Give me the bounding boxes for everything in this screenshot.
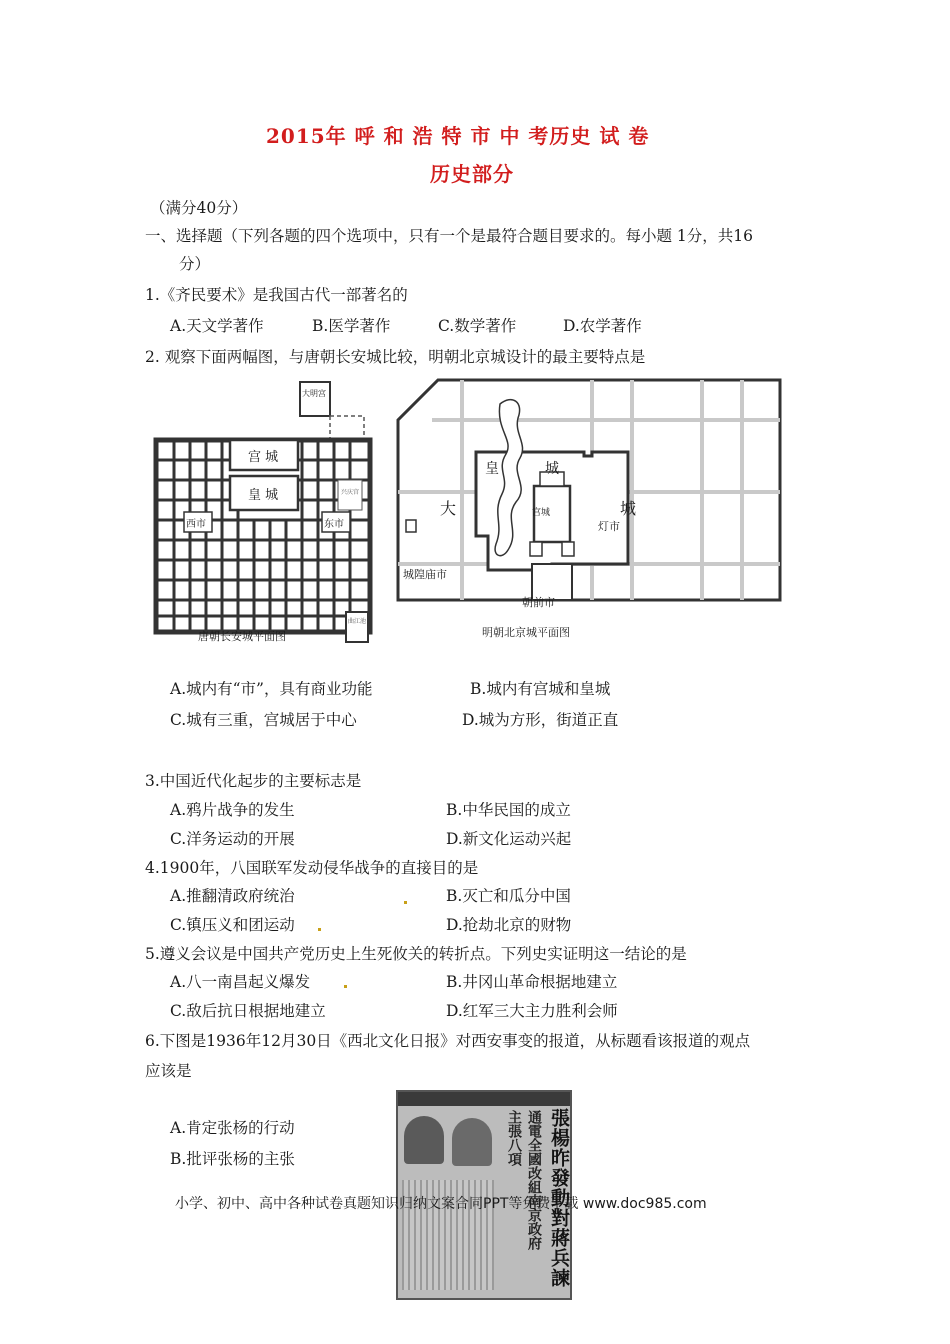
map-label-front-market: 朝前市 [522,596,555,609]
q5-option-c: C.敌后抗日根据地建立 [170,1002,326,1020]
q5-option-a: A.八一南昌起义爆发 [170,973,311,991]
page-title: 2015年 呼 和 浩 特 市 中 考历史 试 卷 [266,124,650,148]
q6-option-b: B.批评张杨的主张 [170,1150,295,1168]
newspaper-subheadline: 主張八項 [506,1110,522,1166]
map-label-palace: 宫城 [532,508,551,518]
map-label-xingqing: 兴庆宫 [341,489,360,496]
question-2-stem: 2. 观察下面两幅图，与唐朝长安城比较，明朝北京城设计的最主要特点是 [145,348,646,366]
q5-option-b: B.井冈山革命根据地建立 [446,973,618,991]
q4-option-a: A.推翻清政府统治 [170,887,295,905]
page-footer: 小学、初中、高中各种试卷真题知识归纳文案合同PPT等免费下载 www.doc985.com [175,1196,707,1212]
q4-option-c: C.镇压义和团运动 [170,916,295,934]
q4-option-d: D.抢劫北京的财物 [446,916,572,934]
q1-option-b: B.医学著作 [312,317,391,335]
ming-beijing-map [392,374,792,614]
section-instructions-cont: 分） [179,255,211,273]
score-note: （满分40分） [150,199,248,217]
ming-map-caption: 明朝北京城平面图 [482,626,570,639]
question-4-stem: 4.1900年，八国联军发动侵华战争的直接目的是 [145,859,479,877]
page-subtitle: 历史部分 [430,162,514,186]
q3-option-b: B.中华民国的成立 [446,801,571,819]
portrait-photo [404,1116,444,1164]
q2-option-c: C.城有三重，宫城居于中心 [170,711,357,729]
tang-map-caption: 唐朝长安城平面图 [198,630,286,643]
q4-option-b: B.灭亡和瓜分中国 [446,887,571,905]
q1-option-c: C.数学著作 [438,317,517,335]
q2-option-a: A.城内有“市”，具有商业功能 [170,680,373,698]
mark-dot [318,928,321,931]
newspaper-masthead [398,1092,570,1106]
map-label-temple-market: 城隍庙市 [403,568,447,581]
q6-option-a: A.肯定张杨的行动 [170,1119,295,1137]
q3-option-a: A.鸦片战争的发生 [170,801,295,819]
tang-changan-map [150,376,382,648]
newspaper-headline: 張楊昨發動對蔣兵諫 [548,1108,570,1288]
map-label-east-market: 东市 [324,519,344,530]
q5-option-d: D.红军三大主力胜利会师 [446,1002,618,1020]
section-instructions: 一、选择题（下列各题的四个选项中，只有一个是最符合题目要求的。每小题 1分，共16 [145,227,754,245]
q1-option-d: D.农学著作 [563,317,642,335]
portrait-photo [452,1118,492,1166]
map-label-cheng2: 城 [620,499,637,518]
mark-dot [404,901,407,904]
question-6-stem-cont: 应该是 [145,1062,192,1080]
map-label-west-market: 西市 [186,519,206,530]
map-label-lantern-market: 灯市 [598,520,620,533]
q2-option-b: B.城内有宫城和皇城 [470,680,611,698]
q3-option-c: C.洋务运动的开展 [170,830,295,848]
map-label-palace-city: 宫 城 [248,450,279,465]
q3-option-d: D.新文化运动兴起 [446,830,572,848]
question-5-stem: 5.遵义会议是中国共产党历史上生死攸关的转折点。下列史实证明这一结论的是 [145,945,687,963]
question-6-stem: 6.下图是1936年12月30日《西北文化日报》对西安事变的报道，从标题看该报道的观点 [145,1032,751,1050]
map-label-qujiang: 曲江池 [348,618,367,625]
map-label-cheng: 城 [545,461,559,477]
map-label-imperial-city: 皇 城 [248,488,279,503]
question-1-stem: 1.《齐民要术》是我国古代一部著名的 [145,286,408,304]
newspaper-subheadline: 通電全國改組南京政府 [526,1110,542,1250]
map-label-huang: 皇 [485,461,499,477]
map-label-daming: 大明宫 [302,389,326,398]
question-3-stem: 3.中国近代化起步的主要标志是 [145,772,362,790]
map-label-da: 大 [440,499,457,518]
q2-option-d: D.城为方形，街道正直 [462,711,619,729]
q1-option-a: A.天文学著作 [170,317,264,335]
mark-dot [344,985,347,988]
